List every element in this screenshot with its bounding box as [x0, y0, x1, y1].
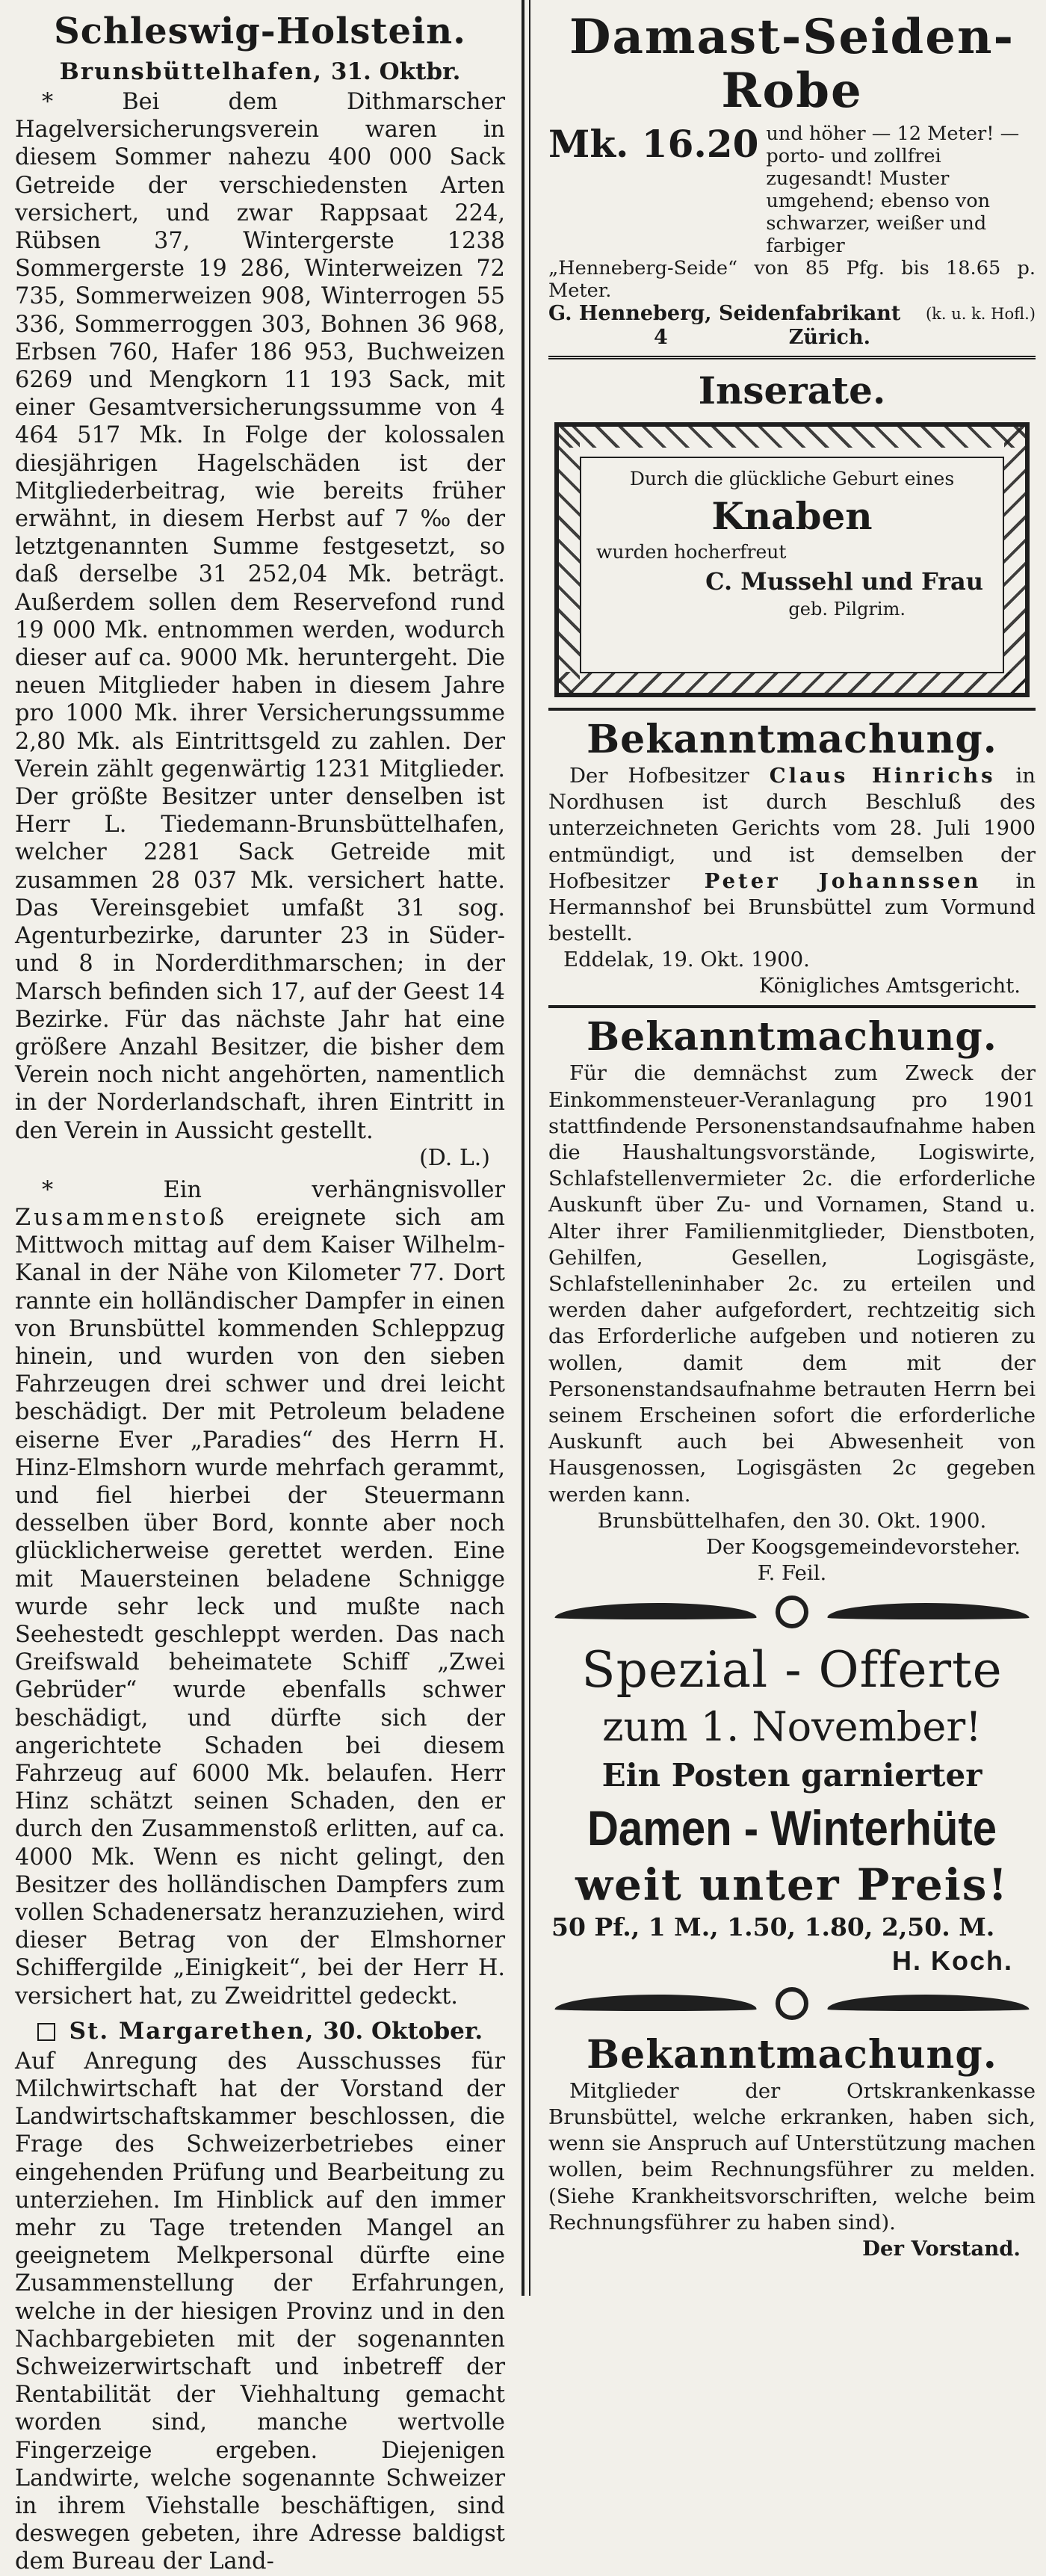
notice-guardian-name: Peter Johannssen [704, 868, 982, 893]
special-offer-price-headline: weit unter Preis! [575, 1859, 1009, 1910]
birth-announcement-frame [554, 422, 1030, 697]
ornament-divider-icon [548, 1594, 1036, 1633]
dateline-date: 30. Oktober. [323, 2017, 483, 2045]
notice-title-health-insurance: Bekanntmachung. [587, 2031, 997, 2078]
article-body: ereignete sich am Mittwoch mittag auf dem Kaiser Wilhelm-Kanal in der Nähe von Kilometer 77. Dort rannte ein holländischer Dampfer in einen von Brunsbüttel kommenden Schleppzug hinein, und wurden von den sieben Fahrzeugen drei schwer und drei leicht beschädigt. Der mit Petroleum beladene eiserne Ever „Paradies“ des Herrn H. Hinz-Elmshorn wurde mehrfach gerammt, und fiel hierbei der Steuermann desselben über Bord, konnte aber noch glücklicherweise gerettet werden. Eine mit Mauersteinen beladene Schnigge wurde sehr leck und mußte nach Seehestedt geschleppt werden. Das nach Greifswald beheimatete Schiff „Zwei Gebrüder“ wurde ebenfalls schwer beschädigt, und dürfte sich der angerichtete Schaden bei diesem Fahrzeug auf 6000 Mk. belaufen. Herr Hinz schätzt seinen Schaden, den er durch den Zusammenstoß erlitten, auf ca. 4000 Mk. Wenn es nicht gelingt, den Besitzer des holländischen Dampfers zum vollen Schadenersatz heranzuziehen, wird dieser Betrag von der Elmshorner Schiffergilde „Einigkeit“, bei der Herr H. versichert hat, zu Zweidrittel gedeckt. [15, 1204, 505, 2010]
separator [548, 356, 1036, 359]
special-offer-merchant: H. Koch. [891, 1945, 1013, 1976]
separator [548, 708, 1036, 711]
article-hagelversicherung: * Bei dem Dithmarscher Hagelversicherungsverein waren in diesem Sommer nahezu 400 000 Sack Getreide der verschiedensten Arten versichert, und zwar Rappsaat 224, Rübsen 37, Wintergerste 1238 Sommergerste 19 286, Winterweizen 72 735, Sommerweizen 908, Winterrogen 55 336, Sommerroggen 303, Bohnen 36 968, Erbsen 760, Hafer 186 953, Buchweizen 6269 und Mengkorn 11 193 Sack, mit einer Gesamtversicherungssumme von 4 464 517 Mk. In Folge der kolossalen diesjährigen Hagelschäden ist der Mitgliederbeitrag, wie bereits früher erwähnt, in diesem Herbst auf 7 ‰ der letztgenannten Summe festgesetzt, so daß derselbe 31 252,04 Mk. beträgt. Außerdem sollen dem Reservefond rund 19 000 Mk. entnommen werden, wodurch dieser auf ca. 9000 Mk. heruntergeht. Die neuen Mitglieder haben in diesem Jahre pro 1000 Mk. ihrer Versicherungssumme 2,80 Mk. als Eintrittsgeld zu zahlen. Der Verein zählt gegenwärtig 1231 Mitglieder. Der größte Besitzer unter denselben ist Herr L. Tiedemann-Brunsbüttelhafen, welcher 2281 Sack Getreide mit zusammen 28 037 Mk. versichert hatte. Das Vereinsgebiet umfaßt 31 sog. Agenturbezirke, darunter 23 in Süder- und 8 in Norderdithmarschen; in der Marsch befinden sich 17, auf der Geest 14 Bezirke. Für das nächste Jahr hat eine größere Anzahl Besitzer, die bisher dem Verein noch nicht angehörten, namentlich in der Norderlandschaft, ihren Eintritt in den Verein in Aussicht gestellt. [15, 89, 505, 1144]
birth-line-1: Durch die glückliche Geburt eines [629, 468, 955, 489]
notice-census-office: Der Koogsgemeindevorsteher. [706, 1534, 1021, 1559]
special-offer-lot: Ein Posten garnierter [601, 1756, 982, 1794]
notice-text: ist durch Beschluß des unterzeichneten Gerichts vom 28. Juli 1900 entmündigt, und ist demselben der Hofbesitzer [548, 790, 1036, 893]
silk-ad-price: Mk. 16.20 [548, 122, 759, 166]
left-column [0, 0, 516, 2575]
birth-line-2: Knaben [711, 494, 873, 538]
dateline-place: Brunsbüttelhafen, [59, 58, 324, 85]
silk-ad-text: und höher — 12 Meter! — porto- und zollfrei zugesandt! Muster umgehend; ebenso von schwarzer, weißer und farbiger [766, 123, 1020, 257]
notice-text-2: in Hermannshof bei Brunsbüttel zum Vormund bestellt. [548, 868, 1036, 946]
inserate-heading: Inserate. [698, 368, 886, 413]
notice-place: in Nordhusen [548, 764, 1036, 815]
notice-census-name: F. Feil. [757, 1560, 827, 1585]
notice-title-guardianship: Bekanntmachung. [587, 717, 997, 762]
notice-guardianship-text [548, 763, 1036, 947]
special-offer-date: zum 1. November! [602, 1702, 982, 1750]
notice-text-lead: Der Hofbesitzer [569, 764, 749, 788]
section-title: Schleswig-Holstein. [54, 10, 466, 52]
special-offer-title: Spezial - Offerte [581, 1640, 1003, 1699]
article-zusammenstoss [15, 1176, 505, 2010]
birth-line-3: wurden hocherfreut [596, 541, 787, 563]
birth-line-5: geb. Pilgrim. [788, 599, 906, 620]
notice-title-census: Bekanntmachung. [587, 1014, 997, 1060]
dateline-st-margarethen [15, 2018, 505, 2045]
article-schweizerbetrieb: Auf Anregung des Ausschusses für Milchwirtschaft hat der Vorstand der Landwirtschaftskammer beschlossen, die Frage des Schweizerbetriebes einer eingehenden Prüfung und Bearbeitung zu unterziehen. Im Hinblick auf den immer mehr zu Tage tretenden Mangel an geeignetem Melkpersonal dürfte eine Zusammenstellung der Erfahrungen, welche in der hiesigen Provinz und in den Nachbargebieten mit der sogenannten Schweizerwirtschaft und inbetreff der Rentabilität der Viehhaltung gemacht worden sind, manche wertvolle Fingerzeige ergeben. Diejenigen Landwirte, welche sogenannte Schweizer in ihrem Viehstalle beschäftigen, sind deswegen gebeten, ihre Adresse baldigst dem Bureau der Land- [15, 2048, 505, 2575]
dateline-date: 31. Oktbr. [330, 58, 461, 85]
silk-ad-city: Zürich. [788, 326, 871, 349]
article-signature: (D. L.) [419, 1144, 490, 1171]
article-lead: * Ein verhängnisvoller [42, 1176, 505, 1203]
silk-ad-firm-title: (k. u. k. Hofl.) [925, 305, 1036, 323]
notice-census-text: Für die demnächst zum Zweck der Einkommensteuer-Veranlagung pro 1901 stattfindende Personenstandsaufnahme haben die Haushaltungsvorstände, Logiswirte, Schlafstellenvermieter 2c. die erforderliche Auskunft über Zu- und Vornamen, Stand u. Alter ihrer Familienmitglieder, Dienstboten, Gehilfen, Gesellen, Logisgäste, Schlafstelleninhaber 2c. zu erteilen und werden daher aufgefordert, rechtzeitig sich das Erforderliche aufgeben und notieren zu wollen, damit dem mit der Personenstandsaufnahme betrauten Herrn bei seinem Erscheinen sofort die erforderliche Auskunft auch bei Abwesenheit von Hausgenossen, Logisgästen 2c gegeben werden kann. [548, 1061, 1036, 1507]
silk-ad-firm [548, 302, 1036, 326]
birth-line-4: C. Mussehl und Frau [705, 567, 983, 596]
special-offer-product: Damen - Winterhüte [587, 1800, 997, 1856]
special-offer-prices: 50 Pf., 1 M., 1.50, 1.80, 2,50. M. [551, 1912, 995, 1942]
silk-ad-number: 4 [653, 326, 668, 349]
silk-ad-text-2: „Henneberg-Seide“ von 85 Pfg. bis 18.65 p. Meter. [548, 257, 1036, 302]
notice-health-insurance-sign: Der Vorstand. [862, 2237, 1021, 2261]
column-divider [522, 0, 530, 2296]
square-marker-icon [37, 2023, 55, 2041]
notice-health-insurance-text: Mitglieder der Ortskrankenkasse Brunsbüttel, welche erkranken, haben sich, wenn sie Anspruch auf Unterstützung machen wollen, beim Rechnungsführer zu melden. (Siehe Krankheitsvorschriften, welche beim Rechnungsführer zu haben sind). [548, 2078, 1036, 2234]
dateline-brunsbuettelhafen [15, 58, 505, 85]
notice-court: Königliches Amtsgericht. [758, 974, 1021, 998]
article-keyword: Zusammenstoß [15, 1204, 228, 1231]
silk-ad-city-row [548, 326, 1036, 350]
notice-census-date: Brunsbüttelhafen, den 30. Okt. 1900. [597, 1508, 987, 1533]
notice-date: Eddelak, 19. Okt. 1900. [563, 948, 810, 972]
silk-ad-firm-name: G. Henneberg, Seidenfabrikant [548, 302, 901, 325]
separator [548, 1005, 1036, 1008]
birth-announcement [580, 457, 1004, 673]
right-column [538, 0, 1046, 2296]
silk-ad-body [548, 123, 1036, 257]
dateline-place: St. Margarethen, [69, 2017, 315, 2045]
silk-ad-headline: Damast-Seiden-Robe [569, 9, 1015, 119]
notice-person-name: Claus Hinrichs [769, 764, 996, 788]
ornament-divider-icon [548, 1986, 1036, 2024]
